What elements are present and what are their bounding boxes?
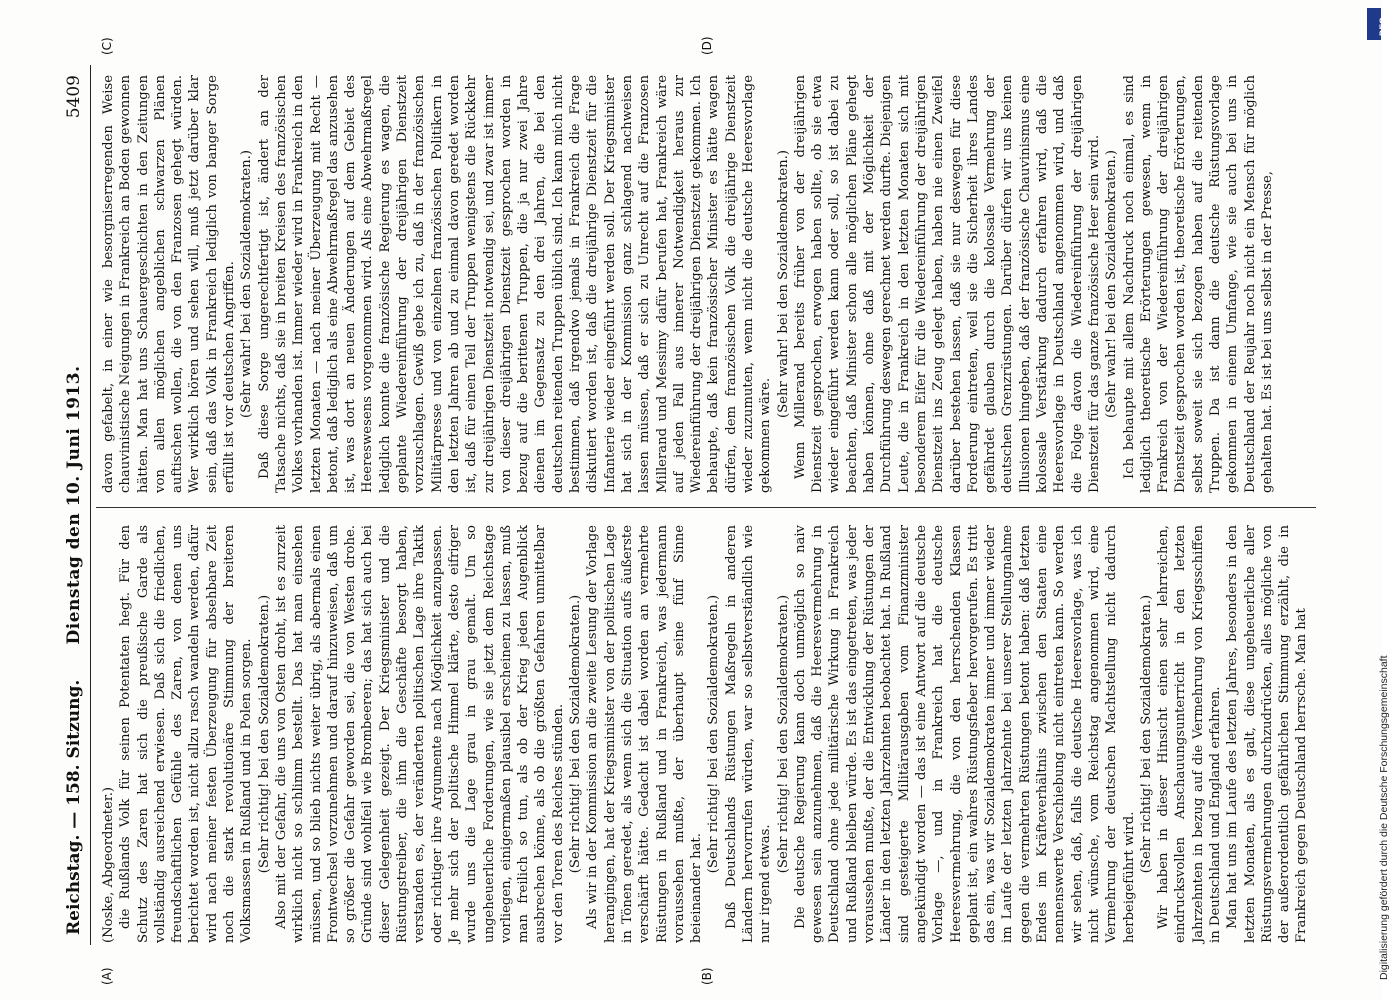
- dfg-logo-text: DFG: [1378, 17, 1388, 36]
- paragraph: Wenn Millerand bereits früher von der dreijährigen Dienstzeit gesprochen, erwogen haben sollte, ob sie etwa wieder eingeführt werden kann oder soll, so ist dabei zu beachten, daß Minister schon alle möglichen Pläne gehegt haben können, ohne daß mit der Möglichkeit der Durchführung deswegen gerechnet werden durfte. Diejenigen Leute, die in Frankreich in den letzten Monaten sich mit besonderem Eifer für die Wiedereinführung der dreijährigen Dienstzeit ins Zeug gelegt haben, haben nie einen Zweifel darüber bestehen lassen, daß sie nur deswegen für diese Forderung eintreten, weil sie die Sicherheit ihres Landes gefährdet glauben durch die kolossale Vermehrung der deutschen Grenzrüstungen. Darüber dürfen wir uns keinen Illusionen hingeben, daß der französische Chauvinismus eine kolossale Verstärkung dadurch erfahren wird, daß die Heeresvorlage in Deutschland angenommen wird, und daß die Folge davon die Wiedereinführung der dreijährigen Dienstzeit für das ganze französische Heer sein wird.: [792, 75, 1102, 493]
- interjection: (Sehr richtig! bei den Sozialdemokraten.): [568, 594, 584, 874]
- interjection: (Sehr richtig! bei den Sozialdemokraten.): [775, 594, 791, 874]
- rotated-page-content: [60, 36, 1320, 985]
- interjection: (Sehr wahr! bei den Sozialdemokraten.): [1104, 150, 1120, 418]
- header-date: Dienstag den 10. Juni 1913.: [64, 365, 84, 645]
- paragraph: Daß Deutschlands Rüstungen Maßregeln in anderen Ländern hervorrufen würden, war so selbstverständlich wie nur irgend etwas.: [723, 525, 774, 943]
- interjection: (Sehr richtig! bei den Sozialdemokraten.): [706, 594, 722, 874]
- paragraph: Man hat uns im Laufe des letzten Jahres, besonders in den letzten Monaten, als es galt, diese ungeheuerliche aller Rüstungsvermehrungen durchzudrücken, alles mögliche von der außerordentlich gefährlichen Stimmung erzählt, die in Frankreich gegen Deutschland herrsche. Man hat: [1225, 525, 1310, 943]
- paragraph: Ich behaupte mit allem Nachdruck noch einmal, es sind lediglich theoretische Erörterungen gewesen, wenn in Frankreich von der Wiedereinführung der dreijährigen Dienstzeit gesprochen worden ist, theoretische Erörterungen, selbst soweit sie sich bezogen haben auf die reitenden Truppen. Da ist dann die deutsche Rüstungsvorlage gekommen in einem Umfange, wie sie auch bei uns in Deutschland der Reujahr noch nicht ein Mensch für möglich gehalten hat. Es ist bei uns selbst in der Presse,: [1121, 75, 1275, 493]
- margin-marker-c: (C): [100, 37, 114, 55]
- right-column: [100, 75, 1310, 493]
- paragraph: davon gefabelt, in einer wie besorgniserregenden Weise chauvinistische Neigungen in Frankreich an Boden gewonnen hätten. Man hat uns Schauergeschichten in den Zeitungen von allen möglichen angeblichen schwarzen Plänen auftischen wollen, die von den Franzosen gehegt würden. Wer wirklich hören und sehen will, muß jetzt darüber klar sein, daß das Volk in Frankreich lediglich von banger Sorge erfüllt ist vor deutschen Angriffen.: [101, 75, 238, 493]
- interjection: (Sehr wahr! bei den Sozialdemokraten.): [775, 150, 791, 418]
- digitization-credit: Digitalisierung gefördert durch die Deutsche Forschungsgemeinschaft: [1378, 655, 1390, 980]
- paragraph: die Rußlands Volk für seinen Potentaten hegt. Für den Schutz des Zaren hat sich die preußische Garde als vollständig ausreichend erwiesen. Daß sich die friedlichen, freundschaftlichen Gefühle des Zaren, von denen uns berichtet worden ist, nicht allzu rasch wandeln werden, dafür wird nach meiner festen Überzeugung für absehbare Zeit noch die stark revolutionäre Stimmung der breiteren Volksmassen in Rußland und in Polen sorgen.: [118, 525, 255, 943]
- interjection: (Sehr wahr! bei den Sozialdemokraten.): [239, 150, 255, 418]
- interjection: (Sehr richtig! bei den Sozialdemokraten.): [1138, 594, 1154, 874]
- margin-marker-a: (A): [100, 967, 114, 985]
- header-session: Reichstag. — 158. Sitzung.: [64, 679, 84, 935]
- speaker-line: (Noske, Abgeordneter.): [101, 786, 116, 943]
- paragraph: Also mit der Gefahr, die uns von Osten droht, ist es zurzeit wirklich nicht so schlimm bestellt. Das hat man einsehen müssen, und so blieb nichts weiter übrig, als abermals einen Frontwechsel vorzunehmen und darauf hinzuweisen, daß um so größer die Gefahr geworden sei, die von Westen drohe. Gründe sind wohlfeil wie Brombeeren; das hat sich auch bei dieser Gelegenheit gezeigt. Der Kriegsminister und die Rüstungstreiber, die ihm die Geschäfte besorgt haben, verstanden es, der veränderten politischen Lage ihre Taktik oder richtiger ihre Argumente nach Möglichkeit anzupassen. Je mehr sich der politische Himmel klärte, desto eifriger wurde uns die Lage grau in grau gemalt. Um so ungeheuerliche Forderungen, wie sie jetzt dem Reichstage vorliegen, einigermaßen plausibel erscheinen zu lassen, muß man freilich so tun, als ob der Krieg jeden Augenblick ausbrechen könne, als ob die größten Gefahren unmittelbar vor den Toren des Reiches stünden.: [273, 525, 566, 943]
- page-number: 5409: [64, 75, 84, 119]
- column-divider: [96, 507, 1316, 508]
- paragraph: Daß diese Sorge ungerechtfertigt ist, ändert an der Tatsache nichts, daß sie in breiten Kreisen des französischen Volkes vorhanden ist. Immer wieder wird in Frankreich in den letzten Monaten — nach meiner Überzeugung mit Recht — betont, daß lediglich als eine Abwehrmaßregel das anzusehen ist, was dort an neuen Änderungen auf dem Gebiet des Heereswesens vorgenommen wird. Als eine Abwehrmaßregel lediglich konnte die französische Regierung es wagen, die geplante Wiedereinführung der dreijährigen Dienstzeit vorzuschlagen. Gewiß gebe ich zu, daß in der französischen Militärpresse und von einzelnen französischen Politikern in den letzten Jahren ab und zu einmal davon geredet worden ist, daß für einen Teil der Truppen wenigstens die Rückkehr zur dreijährigen Dienstzeit notwendig sei, und zwar ist immer von dieser dreijährigen Dienstzeit gesprochen worden in bezug auf die berittenen Truppen, die ja nur zwei Jahre dienen im Gegensatz zu den drei Jahren, die bei den deutschen reitenden Truppen üblich sind. Ich kann mich nicht bestimmen, daß irgendwo jemals in Frankreich die Frage diskutiert worden ist, daß die dreijährige Dienstzeit für die Infanterie wieder eingeführt werden soll. Der Kriegsminister hat sich in der Kommission ganz schlagend nachweisen lassen müssen, daß er sich zu Unrecht auf die Franzosen Millerand und Messimy dafür berufen hat, Frankreich wäre auf jeden Fall aus innerer Notwendigkeit heraus zur Wiedereinführung der dreijährigen Dienstzeit gekommen. Ich behaupte, daß kein französischer Minister es hätte wagen dürfen, dem französischen Volk die dreijährige Dienstzeit wieder zuzumuten, wenn nicht die deutsche Heeresvorlage gekommen wäre.: [256, 75, 774, 493]
- margin-marker-b: (B): [700, 967, 714, 985]
- paragraph: Wir haben in dieser Hinsicht einen sehr lehrreichen, eindrucksvollen Anschauungsunterricht in den letzten Jahrzehnten in bezug auf die Vermehrung von Kriegsschiffen in Deutschland und England erfahren.: [1156, 525, 1223, 943]
- paragraph: Die deutsche Regierung kann doch unmöglich so naiv gewesen sein anzunehmen, daß die Heeresvermehrung in Deutschland ohne jede militärische Wirkung in Frankreich und Rußland bleiben würde. Es ist das eingetreten, was jeder voraussehen mußte, der die Entwicklung der Rüstungen der Länder in den letzten Jahrzehnten beobachtet hat. In Rußland sind gesteigerte Militärausgaben vom Finanzminister angekündigt worden — das ist eine Antwort auf die deutsche Vorlage —, und in Frankreich hat die deutsche Heeresvermehrung, die von den herrschenden Klassen geplant ist, ein wahres Rüstungsfieber hervorgerufen. Es tritt das ein, was wir Sozialdemokraten immer und immer wieder im Laufe der letzten Jahrzehnte bei unserer Stellungnahme gegen die vermehrten Rüstungen betont haben: daß letzten Endes im Kräfteverhältnis zwischen den Staaten eine nennenswerte Verschiebung nicht eintreten kann. So werden wir sehen, daß, falls die deutsche Heeresvorlage, was ich nicht wünsche, vom Reichstag angenommen wird, eine Vermehrung der deutschen Machtstellung nicht dadurch herbeigeführt wird.: [792, 525, 1137, 943]
- left-column: [100, 525, 1310, 943]
- running-head: [60, 65, 91, 945]
- margin-marker-d: (D): [700, 36, 714, 55]
- paragraph: Als wir in der Kommission an die zweite Lesung der Vorlage herangingen, hat der Kriegsminister von der politischen Lage in Tönen geredet, als wenn sich die Situation aufs äußerste verschärft hätte. Gedacht ist dabei worden an vermehrte Rüstungen in Rußland und in Frankreich, was jedermann voraussehen mußte, der überhaupt seine fünf Sinne beieinander hat.: [585, 525, 705, 943]
- interjection: (Sehr richtig! bei den Sozialdemokraten.): [256, 594, 272, 874]
